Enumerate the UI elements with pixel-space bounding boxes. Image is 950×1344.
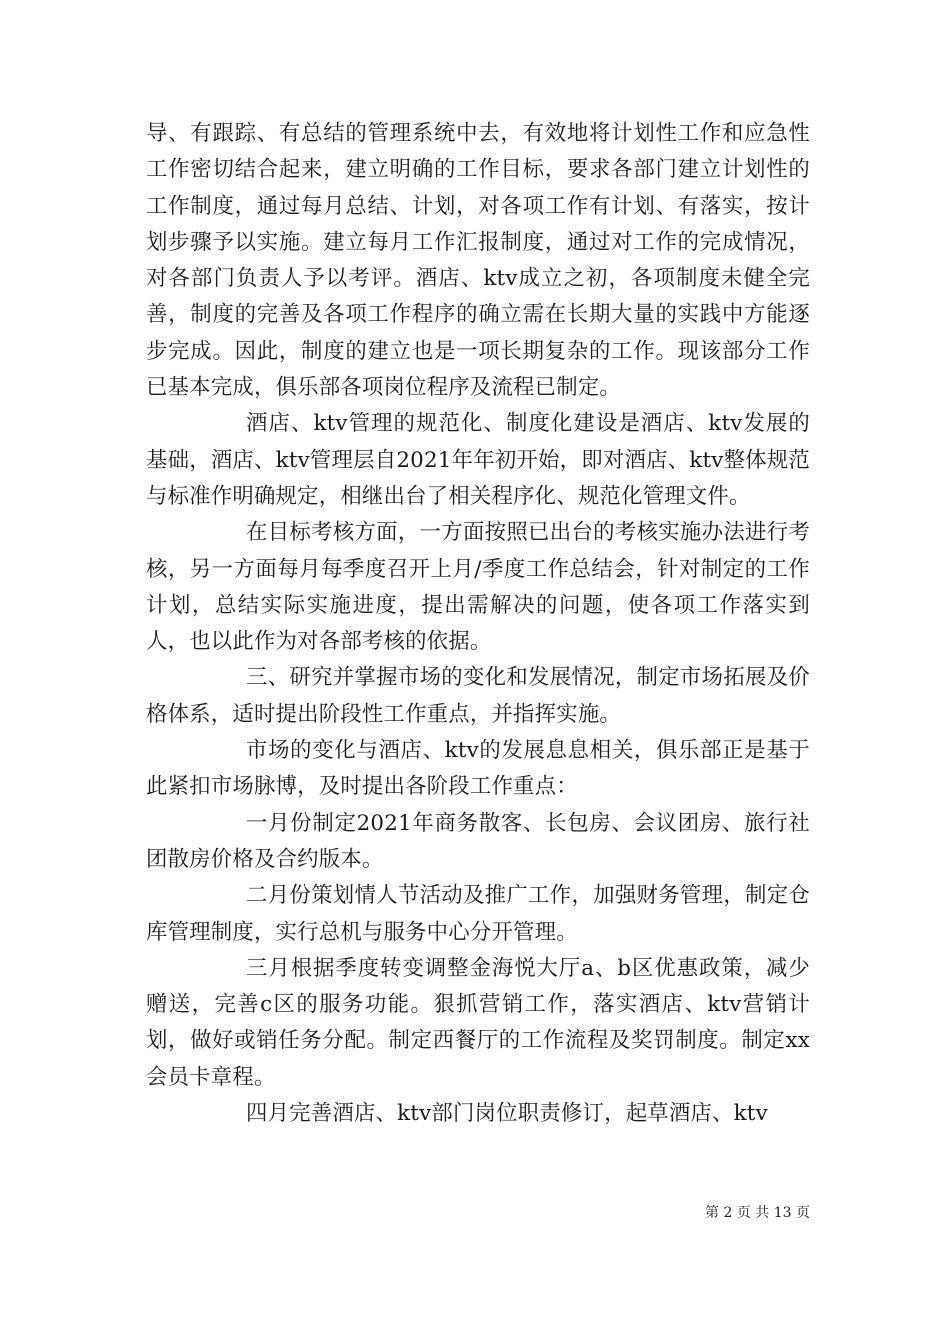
paragraph-april: 四月完善酒店、ktv部门岗位职责修订，起草酒店、ktv <box>246 1101 768 1127</box>
paragraph-continuation: 导、有跟踪、有总结的管理系统中去，有效地将计划性工作和应急性工作密切结合起来，建立明确的工作目标，要求各部门建立计划性的工作制度，通过每月总结、计划，对各项工作有计划、有落实，按计划步骤予以实施。建立每月工作汇报制度，通过对工作的完成情况，对各部门负责人予以考评。酒店、ktv成立之初，各项制度未健全完善，制度的完善及各项工作程序的确立需在长期大量的实践中方能逐步完成。因此，制度的建立也是一项长期复杂的工作。现该部分工作已基本完成，俱乐部各项岗位程序及流程已制定。 <box>146 121 810 401</box>
paragraph-standardization: 酒店、ktv管理的规范化、制度化建设是酒店、ktv发展的基础，酒店、ktv管理层自2021年年初开始，即对酒店、ktv整体规范与标准作明确规定，相继出台了相关程序化、规范化管理文件。 <box>146 411 810 509</box>
section-heading-3: 三、研究并掌握市场的变化和发展情况，制定市场拓展及价格体系，适时提出阶段性工作重点，并指挥实施。 <box>146 665 810 727</box>
paragraph-february: 二月份策划情人节活动及推广工作，加强财务管理，制定仓库管理制度，实行总机与服务中心分开管理。 <box>146 883 810 945</box>
paragraph-march: 三月根据季度转变调整金海悦大厅a、b区优惠政策，减少赠送，完善c区的服务功能。狠抓营销工作，落实酒店、ktv营销计划，做好或销任务分配。制定西餐厅的工作流程及奖罚制度。制定xx会员卡章程。 <box>146 955 810 1090</box>
paragraph-january: 一月份制定2021年商务散客、长包房、会议团房、旅行社团散房价格及合约版本。 <box>146 810 810 872</box>
paragraph-assessment: 在目标考核方面，一方面按照已出台的考核实施办法进行考核，另一方面每月每季度召开上月/季度工作总结会，针对制定的工作计划，总结实际实施进度，提出需解决的问题，使各项工作落实到人，也以此作为对各部考核的依据。 <box>146 520 810 655</box>
paragraph-market: 市场的变化与酒店、ktv的发展息息相关，俱乐部正是基于此紧扣市场脉博，及时提出各阶段工作重点： <box>146 738 810 800</box>
document-body <box>146 116 810 1132</box>
page-number-footer: 第 2 页 共 13 页 <box>705 1205 810 1221</box>
